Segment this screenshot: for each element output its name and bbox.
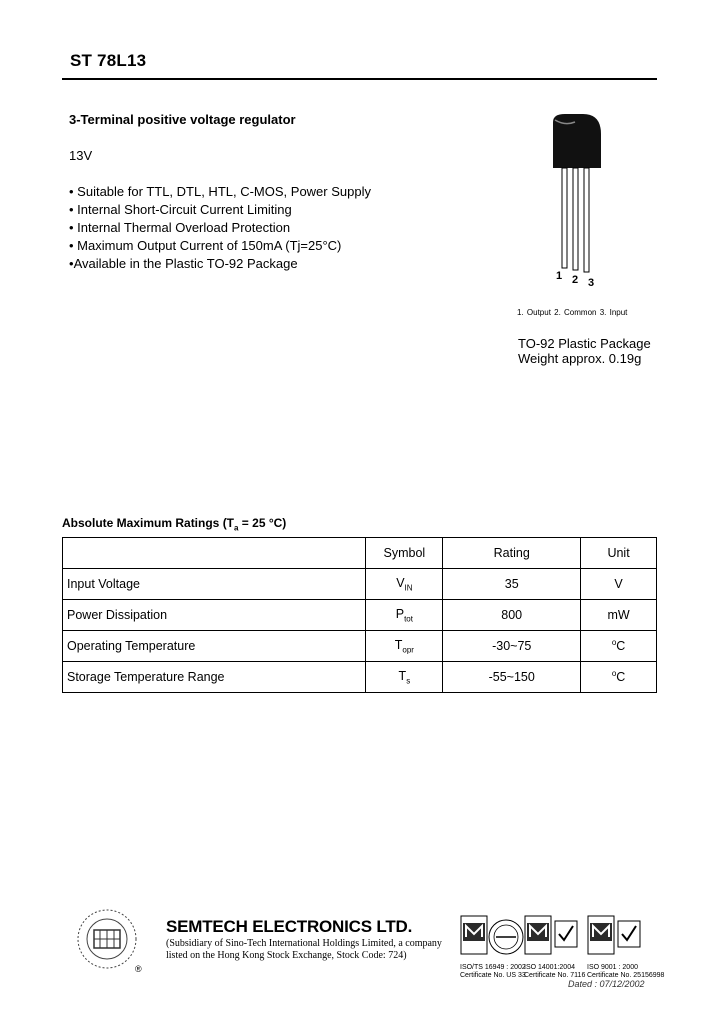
company-subtitle: (Subsidiary of Sino-Tech International Holdings Limited, a company listed on the Hong Kong Stock Exchange, Stock Code: 724)	[166, 938, 442, 961]
table-row	[63, 631, 657, 662]
feature-item: • Maximum Output Current of 150mA (Tj=25°C)	[69, 238, 342, 253]
lead-2	[573, 168, 578, 270]
lead-3	[584, 168, 589, 272]
package-name: TO-92 Plastic Package	[518, 336, 651, 351]
ratings-title: Absolute Maximum Ratings ($T_a = 25$ °C)	[62, 516, 287, 533]
table-header-row	[63, 538, 657, 569]
lead-1	[562, 168, 567, 268]
feature-item: • Internal Thermal Overload Protection	[69, 220, 291, 235]
parameter-cell: Storage Temperature Range	[63, 662, 366, 693]
rating-cell: -55~150	[443, 662, 581, 693]
header-symbol: Symbol	[366, 538, 443, 569]
table-row	[63, 569, 657, 600]
table-row	[63, 662, 657, 693]
feature-item: • Internal Short-Circuit Current Limiting	[69, 202, 292, 217]
header-rating: Rating	[443, 538, 581, 569]
part-number-title: ST 78L13	[70, 51, 147, 70]
feature-item: • Suitable for TTL, DTL, HTL, C-MOS, Power Supply	[69, 184, 371, 199]
certification-icon	[460, 915, 524, 959]
table-row	[63, 600, 657, 631]
dated-label: Dated : 07/12/2002	[568, 979, 645, 989]
registered-mark: ®	[135, 964, 142, 974]
pin-number-2: 2	[572, 274, 579, 286]
certification-icon	[587, 915, 647, 959]
symbol-cell: $V_{IN}$	[366, 569, 443, 600]
ratings-table	[62, 537, 657, 693]
header-divider	[62, 78, 657, 80]
header-unit: Unit	[581, 538, 657, 569]
parameter-cell: Operating Temperature	[63, 631, 366, 662]
product-subtitle: 3-Terminal positive voltage regulator	[69, 112, 296, 127]
company-name: SEMTECH ELECTRONICS LTD.	[166, 917, 413, 936]
cert-badge-3: ISO 9001 : 2000 Certificate No. 25156998	[587, 915, 647, 965]
output-voltage: 13V	[69, 148, 93, 163]
certification-icon	[524, 915, 584, 959]
package-weight: Weight approx. 0.19g	[518, 351, 642, 366]
symbol-cell: $T_s$	[366, 662, 443, 693]
logo-grid	[94, 930, 120, 948]
parameter-cell: Power Dissipation	[63, 600, 366, 631]
package-info	[518, 336, 651, 366]
unit-cell: $^o$C	[581, 662, 657, 693]
company-logo-icon	[76, 908, 138, 970]
cert-badge-1: ISO/TS 16949 : 2002 Certificate No. US 33	[460, 915, 524, 965]
rating-cell: 800	[443, 600, 581, 631]
parameter-cell: Input Voltage	[63, 569, 366, 600]
rating-cell: -30~75	[443, 631, 581, 662]
feature-list	[69, 183, 371, 273]
unit-cell: V	[581, 569, 657, 600]
to92-package-drawing	[545, 110, 615, 290]
pin-number-3: 3	[588, 277, 595, 289]
header-parameter	[63, 538, 366, 569]
unit-cell: $^o$C	[581, 631, 657, 662]
unit-cell: mW	[581, 600, 657, 631]
symbol-cell: $T_{opr}$	[366, 631, 443, 662]
pin-labels: 1. Output 2. Common 3. Input	[517, 308, 628, 317]
cert-badge-2: ISO 14001:2004 Certificate No. 7116	[524, 915, 584, 965]
feature-item: •Available in the Plastic TO-92 Package	[69, 256, 298, 271]
pin-number-1: 1	[556, 270, 563, 282]
symbol-cell: $P_{tot}$	[366, 600, 443, 631]
rating-cell: 35	[443, 569, 581, 600]
